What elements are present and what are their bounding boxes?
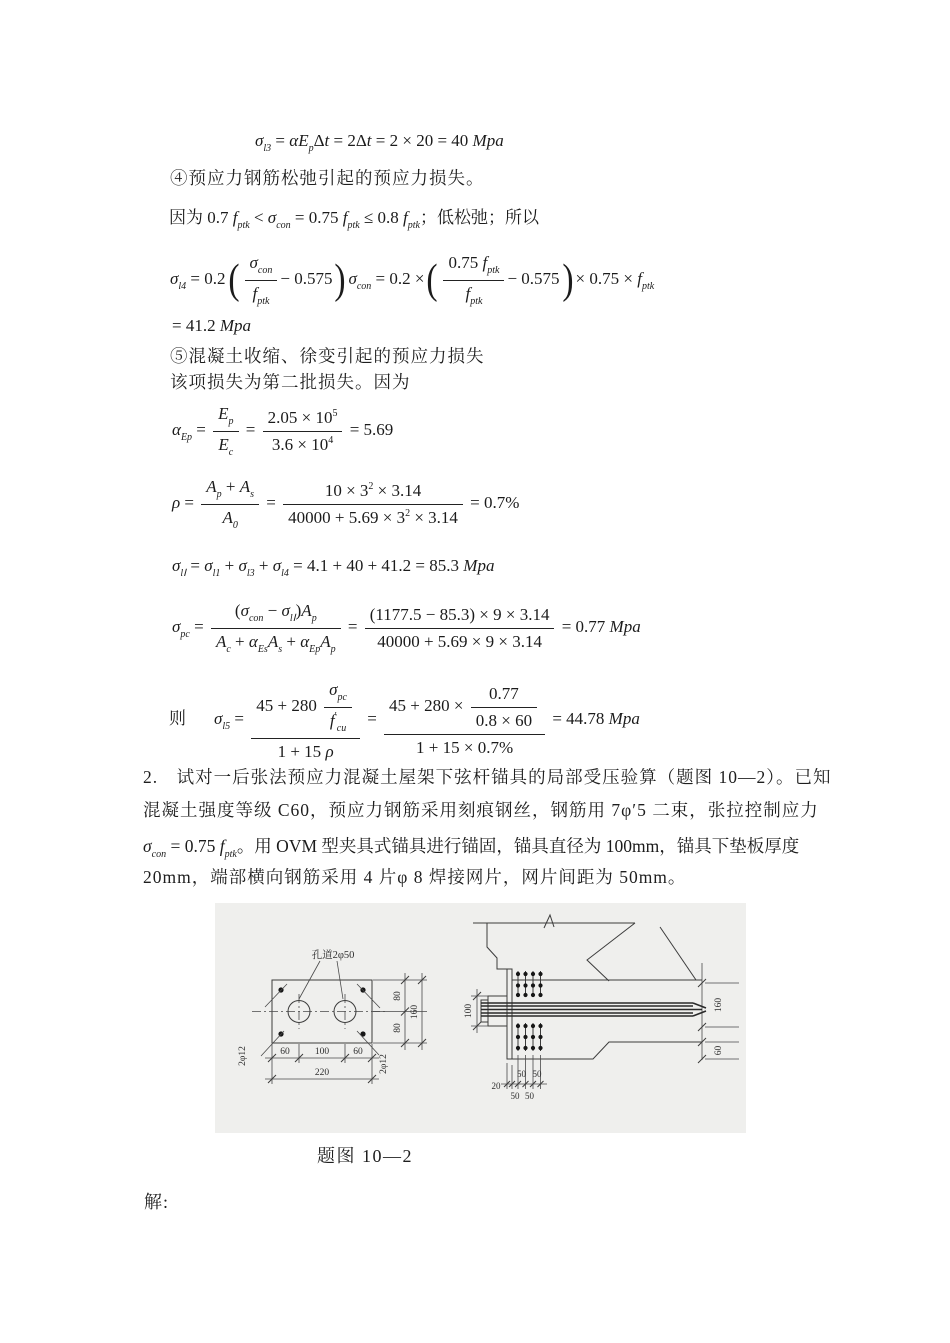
problem2-line4: 20mm，端部横向钢筋采用 4 片φ 8 焊接网片，网片间距为 50mm。 (143, 867, 687, 887)
dim-60-right-view: 60 (714, 1045, 724, 1056)
side-dimensions (373, 973, 427, 1050)
dim-160: 160 (410, 1004, 420, 1020)
welded-mesh-lower (516, 1023, 543, 1051)
figure-10-2 (215, 903, 746, 1133)
dim-160-right-view: 160 (714, 997, 724, 1013)
equation-alpha-ep: $\alpha_{Ep}$ = $\frac{E_p}{E_c}$ = $\frac{2.05 \times 10^5}{3.6 \times 10^4}$ = 5.69 (172, 404, 394, 458)
equation-sigma-l4: $\sigma_{l4} = 0.2$( $\sigma_{con}$ $f_{ptk}$ − 0.575) $\sigma_{con} = 0.2$ ×( 0.75 $f_{ptk}$ $f_{ptk}$ − $0.575) \times 0.75 \times f_{ptk}$ (170, 253, 655, 307)
left-plan-view (238, 948, 427, 1084)
dim-60-right: 60 (353, 1047, 363, 1057)
problem2-line2: 混凝土强度等级 C60，预应力钢筋采用刻痕钢丝，钢筋用 7φ′5 二束，张拉控制应力 (143, 800, 819, 820)
truss-outline (473, 915, 702, 1060)
corner-rebar-dots (278, 987, 365, 1036)
equation-sigma-l1-sum: $\sigma_{lⅠ} = \sigma_{l1} + \sigma_{l3} + \sigma_{l4} = 4.1 + 40 + 41.2 = 85.3$ Mpa (172, 556, 495, 579)
welded-mesh-upper (516, 971, 543, 997)
dim-50-bottom-a: 50 (510, 1091, 520, 1101)
dim-80-top: 80 (393, 991, 403, 1001)
rebar-label-right: 2φ12 (379, 1054, 389, 1074)
equation-sigma-pc: $\sigma_{pc}$ = $(\sigma_{con} - \sigma_{lⅠ})A_p$ $A_c + \alpha_{Es}A_s + \alpha_{Ep}A_p$ = $\frac{(1177.5 - 85.3) \times 9 \times 3.14}{40000 + 5.69 \times 9 \times 3.14}$ = 0.77 Mpa (172, 601, 641, 655)
mesh-spacing-dimensions (492, 1055, 548, 1101)
text-because-condition: 因为 0.7 $f_{ptk} < \sigma_{con} = 0.75$ $f_{ptk} \le 0.8$ $f_{ptk}$；低松弛；所以 (169, 208, 539, 231)
solution-label: 解: (144, 1192, 170, 1212)
break-mark (544, 915, 554, 928)
equation-sigma-l4-result: = 41.2 Mpa (172, 316, 252, 335)
duct-label: 孔道2φ50 (311, 950, 355, 961)
anchorage-drawing (215, 903, 746, 1133)
right-side-view (464, 915, 739, 1101)
dim-20: 20 (491, 1081, 501, 1091)
dim-80-bottom: 80 (393, 1023, 403, 1033)
dim-50-top-b: 50 (532, 1069, 542, 1079)
equation-sigma-l5: 则 $\sigma_{l5}$ = 45 + 280 $\sigma_{pc}$ $f'_{cu}$ 1 + 15 ρ = 45 + 280 × $\frac{0.77}{0.8 \times 60}$ 1 + 15 × 0.7% = 44.78 Mpa (169, 680, 640, 761)
dim-100-right-view: 100 (464, 1003, 474, 1019)
text-shrinkage-loss-title: ⑤混凝土收缩、徐变引起的预应力损失 (170, 346, 485, 366)
text-relaxation-loss-title: ④预应力钢筋松弛引起的预应力损失。 (170, 168, 485, 188)
anchor-height-dimension (464, 989, 488, 1033)
problem2-line1: 2. 试对一后张法预应力混凝土屋架下弦杆锚具的局部受压验算（题图 10—2）。已知 (143, 767, 832, 787)
equation-sigma-l3: $\sigma_{l3} = \alpha E_p\Delta t = 2\Delta t = 2 \times 20 = 40$ Mpa (255, 131, 504, 154)
dim-100: 100 (314, 1047, 330, 1057)
bearing-plate (507, 969, 512, 1059)
figure-caption: 题图 10—2 (317, 1146, 413, 1166)
bottom-dimensions (265, 1044, 379, 1084)
dim-50-bottom-b: 50 (525, 1091, 534, 1101)
problem2-line3: $\sigma_{con} = 0.75$ $f_{ptk}$。用 OVM 型夹具式锚具进行锚固，锚具直径为 100mm，锚具下垫板厚度 (143, 836, 800, 860)
dim-220: 220 (314, 1068, 330, 1078)
rebar-leader-lines (261, 984, 380, 1056)
dim-50-top-a: 50 (517, 1069, 526, 1079)
dim-60-left: 60 (280, 1047, 290, 1057)
anchor-assembly (481, 996, 507, 1026)
tendon-lines (481, 1003, 706, 1016)
equation-rho: ρ = $\frac{A_p + A_s}{A_0}$ = $\frac{10 \times 3^2 \times 3.14}{40000 + 5.69 \times 3^2 \times 3.14}$ = 0.7% (172, 477, 520, 531)
rebar-label-left: 2φ12 (238, 1046, 248, 1066)
text-second-batch: 该项损失为第二批损失。因为 (170, 372, 411, 392)
right-edge-dimensions (698, 979, 739, 1063)
